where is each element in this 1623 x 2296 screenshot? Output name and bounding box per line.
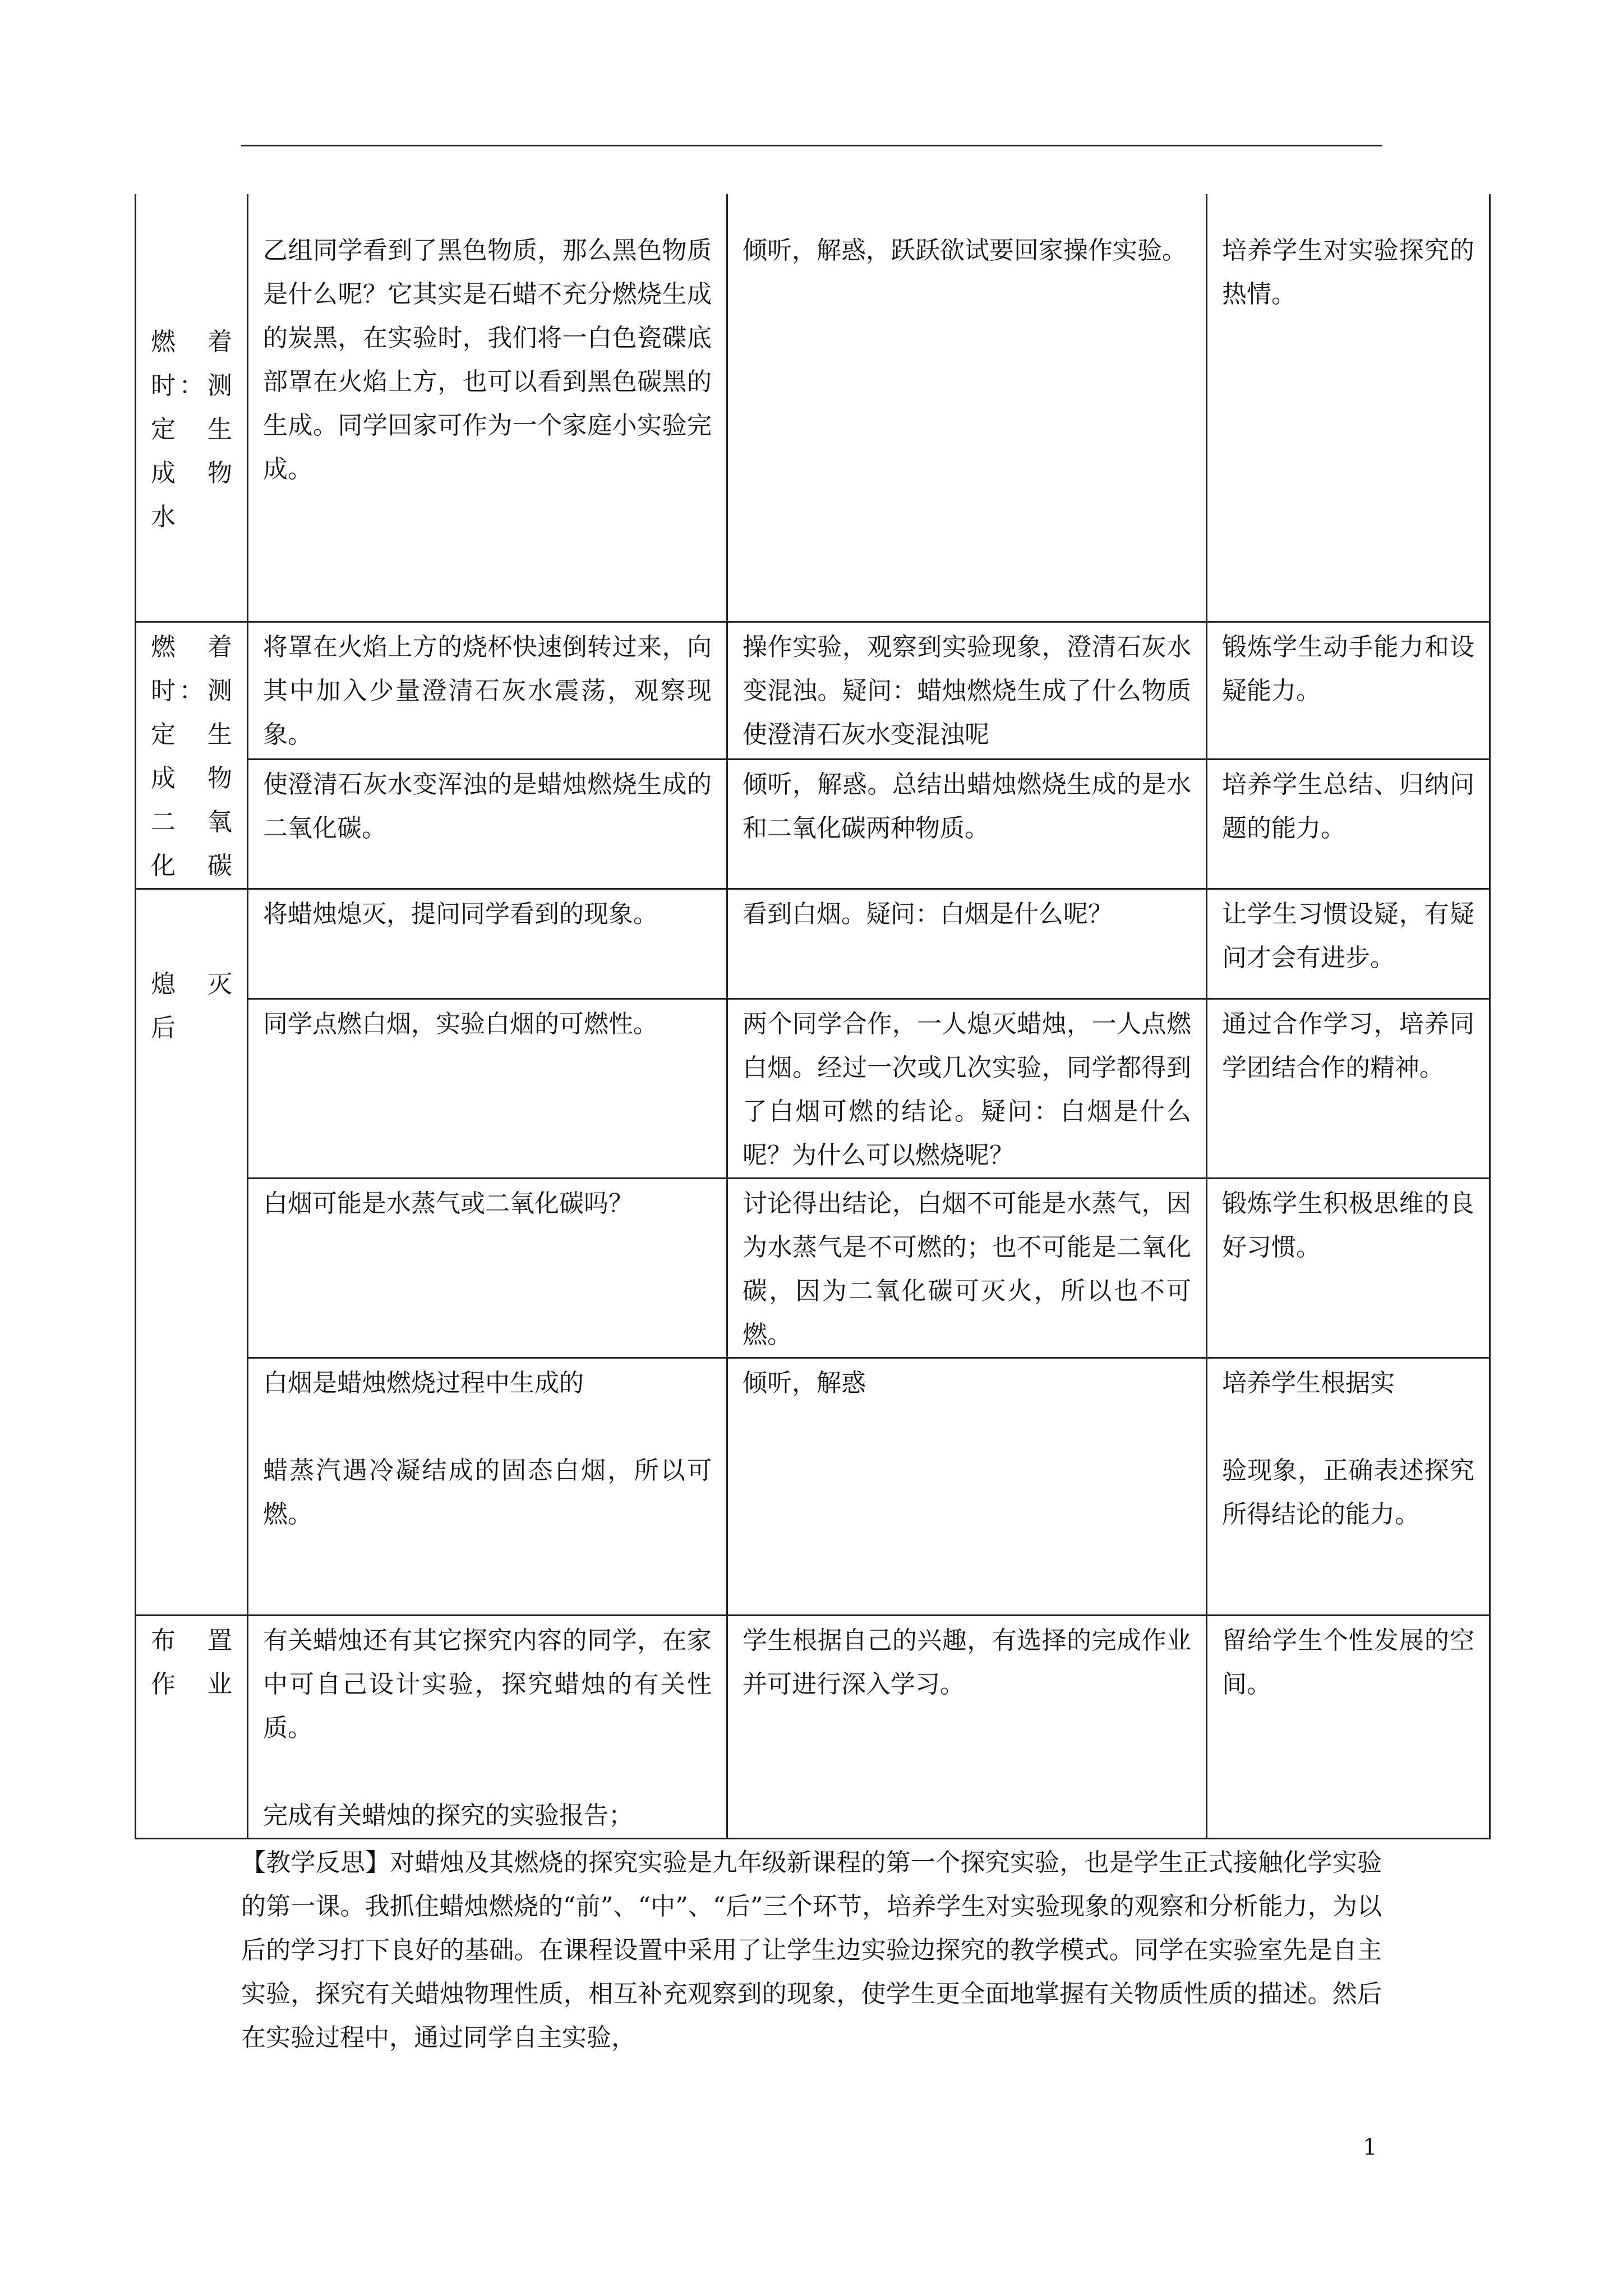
student-activity: 倾听，解惑。总结出蜡烛燃烧生成的是水和二氧化碳两种物质。 <box>743 770 1191 843</box>
teacher-activity: 将罩在火焰上方的烧杯快速倒转过来，向其中加入少量澄清石灰水震荡，观察现象。 <box>263 632 712 749</box>
table-row <box>136 999 1490 1178</box>
student-activity: 讨论得出结论，白烟不可能是水蒸气，因为水蒸气是不可燃的；也不可能是二氧化碳，因为二氧化碳可灭火，所以也不可燃。 <box>743 1189 1191 1349</box>
student-activity: 看到白烟。疑问：白烟是什么呢？ <box>743 899 1113 928</box>
design-intent-cell <box>1207 1178 1490 1358</box>
teaching-reflection: 【教学反思】对蜡烛及其燃烧的探究实验是九年级新课程的第一个探究实验，也是学生正式接触化学实验的第一课。我抓住蜡烛燃烧的“前”、“中”、“后”三个环节，培养学生对实验现象的观察和分析能力，为以后的学习打下良好的基础。在课程设置中采用了让学生边实验边探究的教学模式。同学在实验室先是自主实验，探究有关蜡烛物理性质，相互补充观察到的现象，使学生更全面地掌握有关物质性质的描述。然后在实验过程中，通过同学自主实验， <box>241 1848 1382 2052</box>
teacher-activity-cell <box>248 759 727 889</box>
design-intent-cell <box>1207 1615 1490 1838</box>
student-activity: 学生根据自己的兴趣，有选择的完成作业并可进行深入学习。 <box>743 1626 1191 1699</box>
design-intent-cell <box>1207 759 1490 889</box>
design-intent-cell <box>1207 889 1490 999</box>
student-activity-cell <box>727 759 1207 889</box>
teacher-activity-cell <box>248 999 727 1178</box>
design-intent: 培养学生根据实 验现象，正确表述探究所得结论的能力。 <box>1222 1368 1474 1529</box>
design-intent: 让学生习惯设疑，有疑问才会有进步。 <box>1222 899 1474 972</box>
teacher-activity: 使澄清石灰水变浑浊的是蜡烛燃烧生成的二氧化碳。 <box>263 770 712 843</box>
stage-cell <box>136 622 248 889</box>
design-intent: 培养学生对实验探究的热情。 <box>1222 236 1474 309</box>
lesson-table <box>135 194 1491 1839</box>
stage-label: 布 置 作业 <box>151 1626 232 1699</box>
student-activity: 两个同学合作，一人熄灭蜡烛，一人点燃白烟。经过一次或几次实验，同学都得到了白烟可燃的结论。疑问：白烟是什么呢？为什么可以燃烧呢？ <box>743 1009 1191 1170</box>
stage-label: 燃 着 时：测 定 生 成 物 二 氧 化碳 <box>151 632 232 880</box>
teacher-activity-cell <box>248 194 727 622</box>
design-intent-cell <box>1207 999 1490 1178</box>
header-rule <box>241 145 1382 146</box>
table-row <box>136 759 1490 889</box>
design-intent: 锻炼学生积极思维的良好习惯。 <box>1222 1189 1474 1262</box>
student-activity: 倾听，解惑 <box>743 1368 866 1397</box>
design-intent: 锻炼学生动手能力和设疑能力。 <box>1222 632 1474 705</box>
table-row <box>136 194 1490 622</box>
stage-cell <box>136 194 248 622</box>
teacher-activity: 将蜡烛熄灭，提问同学看到的现象。 <box>263 899 658 928</box>
student-activity-cell <box>727 889 1207 999</box>
stage-cell <box>136 889 248 1615</box>
teacher-activity-cell <box>248 1178 727 1358</box>
design-intent: 培养学生总结、归纳问题的能力。 <box>1222 770 1474 843</box>
student-activity: 倾听，解惑，跃跃欲试要回家操作实验。 <box>743 236 1187 265</box>
student-activity-cell <box>727 622 1207 759</box>
stage-label: 燃 着 时：测 定 生 成 物 水 <box>151 328 232 531</box>
student-activity-cell <box>727 999 1207 1178</box>
teacher-activity-cell <box>248 1358 727 1615</box>
teacher-activity: 乙组同学看到了黑色物质，那么黑色物质是什么呢？它其实是石蜡不充分燃烧生成的炭黑，在实验时，我们将一白色瓷碟底部罩在火焰上方，也可以看到黑色碳黑的生成。同学回家可作为一个家庭小实验完成。 <box>263 236 712 484</box>
teacher-activity: 同学点燃白烟，实验白烟的可燃性。 <box>263 1009 658 1038</box>
table-row <box>136 1358 1490 1615</box>
design-intent-cell <box>1207 622 1490 759</box>
stage-label: 熄 灭 后 <box>151 969 232 1042</box>
design-intent: 留给学生个性发展的空间。 <box>1222 1626 1474 1699</box>
teacher-activity-cell <box>248 889 727 999</box>
teacher-activity: 白烟可能是水蒸气或二氧化碳吗？ <box>263 1189 633 1218</box>
student-activity: 操作实验，观察到实验现象，澄清石灰水变混浊。疑问：蜡烛燃烧生成了什么物质使澄清石灰水变混浊呢 <box>743 632 1191 749</box>
table-row <box>136 1178 1490 1358</box>
table-row <box>136 889 1490 999</box>
stage-cell <box>136 1615 248 1838</box>
teacher-activity: 白烟是蜡烛燃烧过程中生成的 蜡蒸汽遇冷凝结成的固态白烟，所以可燃。 <box>263 1368 712 1529</box>
page-number: 1 <box>1363 2134 1377 2160</box>
design-intent: 通过合作学习，培养同学团结合作的精神。 <box>1222 1009 1474 1082</box>
design-intent-cell <box>1207 1358 1490 1615</box>
table-row <box>136 1615 1490 1838</box>
teacher-activity-cell <box>248 1615 727 1838</box>
student-activity-cell <box>727 1358 1207 1615</box>
student-activity-cell <box>727 1615 1207 1838</box>
design-intent-cell <box>1207 194 1490 622</box>
teacher-activity-cell <box>248 622 727 759</box>
student-activity-cell <box>727 1178 1207 1358</box>
student-activity-cell <box>727 194 1207 622</box>
teacher-activity: 有关蜡烛还有其它探究内容的同学，在家中可自己设计实验，探究蜡烛的有关性质。 完成有关蜡烛的探究的实验报告； <box>263 1626 712 1830</box>
table-row <box>136 622 1490 759</box>
